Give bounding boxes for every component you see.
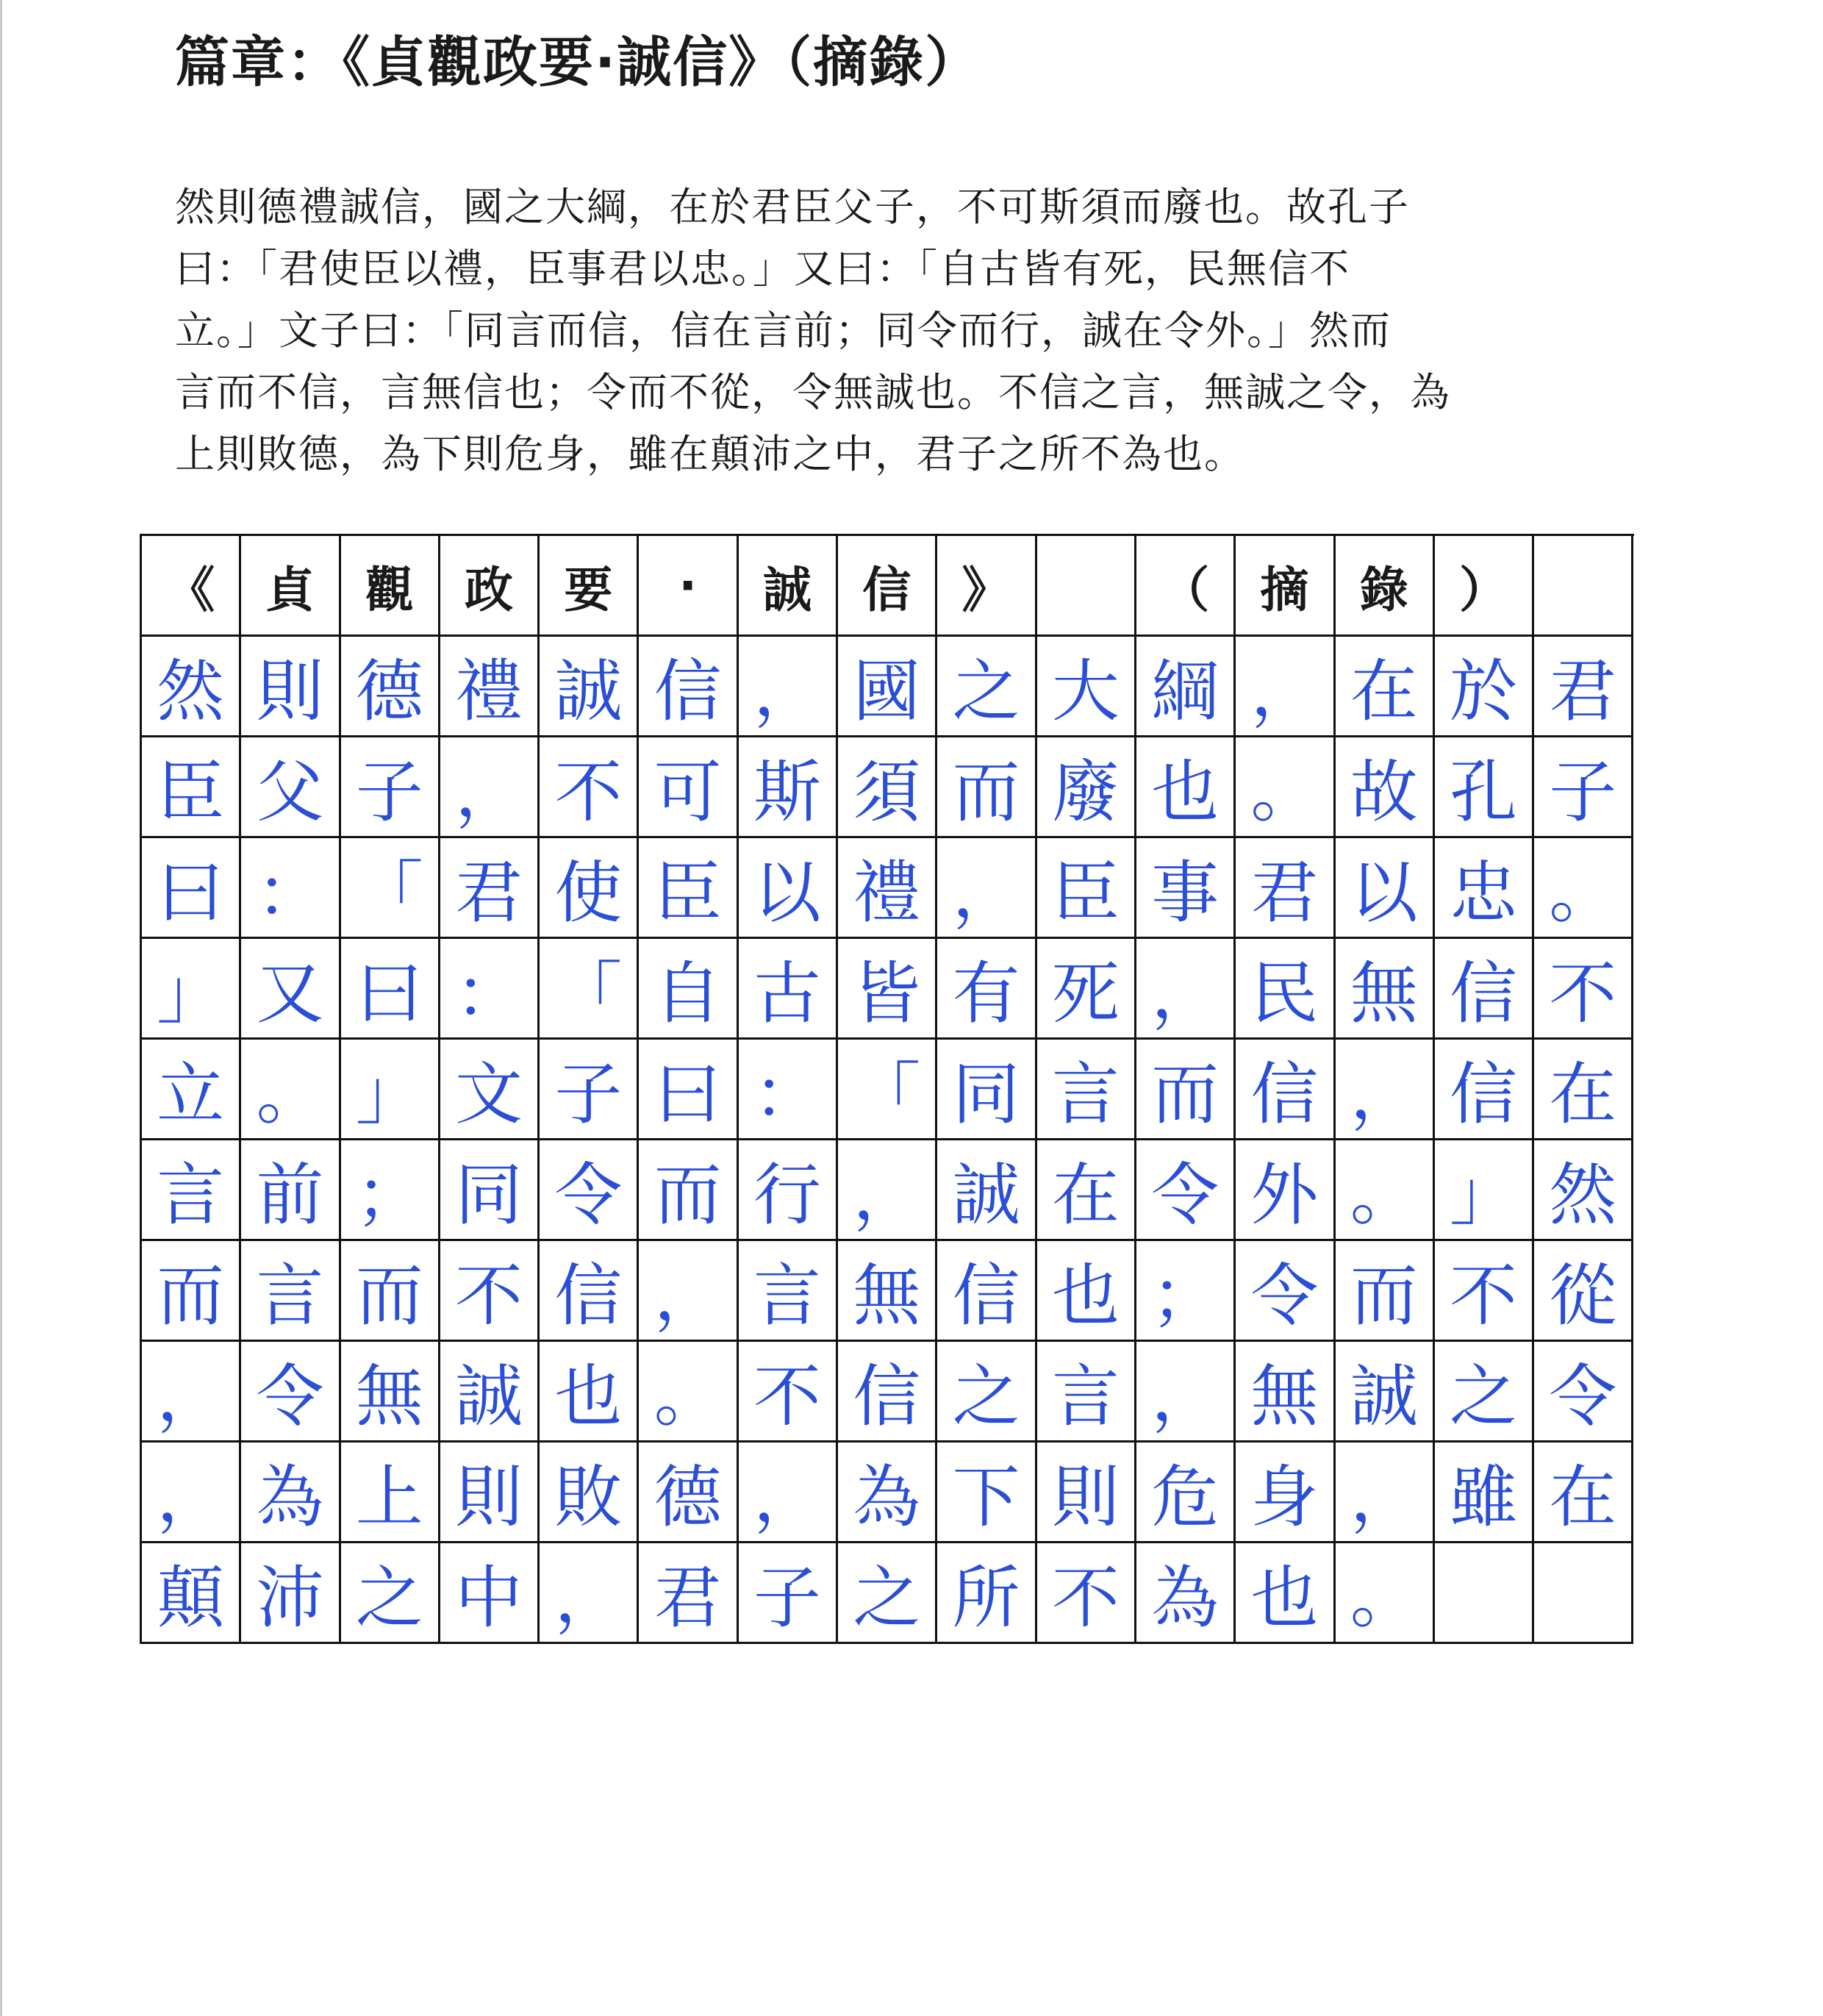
grid-cell: 可 xyxy=(639,737,738,838)
grid-cell: 誠 xyxy=(540,637,639,737)
grid-cell: ， xyxy=(739,1443,838,1543)
grid-cell: 信 xyxy=(1435,939,1534,1040)
grid-header-cell: 》 xyxy=(937,536,1036,637)
grid-cell: 父 xyxy=(241,737,340,838)
grid-cell: 。 xyxy=(241,1040,340,1140)
grid-cell: 誠 xyxy=(937,1140,1036,1241)
grid-cell: 危 xyxy=(1136,1443,1236,1543)
grid-cell: 然 xyxy=(142,637,241,737)
grid-cell: 也 xyxy=(1236,1543,1335,1644)
grid-cell: 故 xyxy=(1336,737,1435,838)
grid-header-cell: 信 xyxy=(838,536,937,637)
grid-cell: 使 xyxy=(540,838,639,939)
grid-cell: 不 xyxy=(540,737,639,838)
grid-cell: 綱 xyxy=(1136,637,1236,737)
passage-line: 上則敗德，為下則危身，雖在顛沛之中，君子之所不為也。 xyxy=(175,431,1245,477)
grid-cell: 同 xyxy=(440,1140,540,1241)
grid-cell: 無 xyxy=(1336,939,1435,1040)
grid-header-cell: 觀 xyxy=(341,536,440,637)
grid-cell: 不 xyxy=(440,1241,540,1342)
passage-line: 然則德禮誠信，國之大綱，在於君臣父子，不可斯須而廢也。故孔子 xyxy=(175,184,1410,230)
grid-cell: 顛 xyxy=(142,1543,241,1644)
grid-cell: 之 xyxy=(937,637,1036,737)
grid-cell: 令 xyxy=(1236,1241,1335,1342)
grid-cell: 信 xyxy=(937,1241,1036,1342)
grid-cell: ， xyxy=(1336,1443,1435,1543)
grid-cell: 。 xyxy=(639,1342,738,1443)
grid-cell: 令 xyxy=(1136,1140,1236,1241)
grid-cell: ， xyxy=(1136,1342,1236,1443)
grid-cell: 也 xyxy=(1136,737,1236,838)
grid-cell: 身 xyxy=(1236,1443,1335,1543)
grid-cell: ， xyxy=(1336,1040,1435,1140)
grid-cell: 言 xyxy=(739,1241,838,1342)
grid-cell: 「 xyxy=(341,838,440,939)
grid-cell xyxy=(1435,1543,1534,1644)
passage-line: 曰：「君使臣以禮，臣事君以忠。」又曰：「自古皆有死，民無信不 xyxy=(175,246,1350,292)
grid-cell: 之 xyxy=(937,1342,1036,1443)
grid-cell: 在 xyxy=(1534,1040,1633,1140)
grid-cell: 無 xyxy=(1236,1342,1335,1443)
page-edge xyxy=(0,0,2,2016)
grid-header-cell: 《 xyxy=(142,536,241,637)
grid-cell: 而 xyxy=(142,1241,241,1342)
grid-cell: ， xyxy=(639,1241,738,1342)
grid-cell: 為 xyxy=(838,1443,937,1543)
grid-header-cell: 政 xyxy=(440,536,540,637)
source-passage xyxy=(175,176,1652,485)
grid-header-cell xyxy=(1534,536,1633,637)
grid-cell: ， xyxy=(937,838,1036,939)
grid-cell: 在 xyxy=(1534,1443,1633,1543)
grid-cell: 皆 xyxy=(838,939,937,1040)
grid-cell: 曰 xyxy=(639,1040,738,1140)
grid-cell: 君 xyxy=(1534,637,1633,737)
grid-cell: 外 xyxy=(1236,1140,1335,1241)
grid-header-cell: · xyxy=(639,536,738,637)
grid-cell: 」 xyxy=(1435,1140,1534,1241)
grid-cell: ； xyxy=(1136,1241,1236,1342)
grid-cell: ， xyxy=(838,1140,937,1241)
grid-cell: 信 xyxy=(1435,1040,1534,1140)
grid-cell: 中 xyxy=(440,1543,540,1644)
grid-cell: 孔 xyxy=(1435,737,1534,838)
grid-cell: 斯 xyxy=(739,737,838,838)
grid-cell: 「 xyxy=(838,1040,937,1140)
grid-cell: 無 xyxy=(341,1342,440,1443)
passage-line: 立。」文子曰：「同言而信，信在言前；同令而行，誠在令外。」然而 xyxy=(175,307,1392,354)
grid-cell: 則 xyxy=(1037,1443,1136,1543)
grid-cell: 而 xyxy=(1336,1241,1435,1342)
grid-cell: 君 xyxy=(1236,838,1335,939)
grid-cell: ， xyxy=(1236,637,1335,737)
grid-cell: 文 xyxy=(440,1040,540,1140)
grid-cell: 。 xyxy=(1336,1140,1435,1241)
grid-cell: 子 xyxy=(1534,737,1633,838)
grid-cell: ， xyxy=(540,1543,639,1644)
grid-cell: 敗 xyxy=(540,1443,639,1543)
grid-cell: 信 xyxy=(540,1241,639,1342)
grid-cell: 之 xyxy=(1435,1342,1534,1443)
grid-header-cell: ） xyxy=(1435,536,1534,637)
grid-cell: 死 xyxy=(1037,939,1136,1040)
grid-cell: 忠 xyxy=(1435,838,1534,939)
grid-cell: 言 xyxy=(1037,1342,1136,1443)
grid-cell: ， xyxy=(440,737,540,838)
grid-cell: 為 xyxy=(241,1443,340,1543)
grid-cell: 立 xyxy=(142,1040,241,1140)
grid-header-cell: 貞 xyxy=(241,536,340,637)
grid-cell: 德 xyxy=(639,1443,738,1543)
grid-cell: ； xyxy=(341,1140,440,1241)
grid-cell: 子 xyxy=(540,1040,639,1140)
grid-cell: 須 xyxy=(838,737,937,838)
grid-cell: 從 xyxy=(1534,1241,1633,1342)
grid-cell: 。 xyxy=(1336,1543,1435,1644)
grid-cell: ： xyxy=(440,939,540,1040)
grid-cell: ， xyxy=(142,1342,241,1443)
grid-cell: 信 xyxy=(1236,1040,1335,1140)
grid-cell: 言 xyxy=(1037,1040,1136,1140)
grid-cell: 君 xyxy=(440,838,540,939)
grid-header-cell xyxy=(1037,536,1136,637)
grid-cell: 大 xyxy=(1037,637,1136,737)
grid-cell: 。 xyxy=(1236,737,1335,838)
grid-cell: 則 xyxy=(241,637,340,737)
grid-cell: 德 xyxy=(341,637,440,737)
grid-cell: 所 xyxy=(937,1543,1036,1644)
grid-cell: 在 xyxy=(1037,1140,1136,1241)
grid-header-cell: （ xyxy=(1136,536,1236,637)
grid-cell: 不 xyxy=(1037,1543,1136,1644)
grid-cell: ： xyxy=(241,838,340,939)
grid-cell: 臣 xyxy=(1037,838,1136,939)
passage-line: 言而不信，言無信也；令而不從，令無誠也。不信之言，無誠之令，為 xyxy=(175,369,1451,415)
handwriting-grid xyxy=(140,534,1634,1644)
document-title: 篇章：《貞觀政要·誠信》（摘錄） xyxy=(175,31,981,94)
grid-cell: 又 xyxy=(241,939,340,1040)
grid-cell: 而 xyxy=(341,1241,440,1342)
grid-cell: ： xyxy=(739,1040,838,1140)
grid-cell: 以 xyxy=(1336,838,1435,939)
grid-cell: 禮 xyxy=(838,838,937,939)
grid-cell: 信 xyxy=(639,637,738,737)
grid-cell: 。 xyxy=(1534,838,1633,939)
grid-cell: 不 xyxy=(1435,1241,1534,1342)
grid-cell: 「 xyxy=(540,939,639,1040)
grid-cell: 同 xyxy=(937,1040,1036,1140)
grid-cell: ， xyxy=(739,637,838,737)
grid-cell: 信 xyxy=(838,1342,937,1443)
grid-cell: 令 xyxy=(241,1342,340,1443)
grid-cell: 古 xyxy=(739,939,838,1040)
grid-cell: 禮 xyxy=(440,637,540,737)
grid-cell: 下 xyxy=(937,1443,1036,1543)
grid-cell: 則 xyxy=(440,1443,540,1543)
grid-cell: 不 xyxy=(1534,939,1633,1040)
grid-header-cell: 摘 xyxy=(1236,536,1335,637)
grid-cell: ， xyxy=(142,1443,241,1543)
grid-cell: 之 xyxy=(341,1543,440,1644)
grid-cell: 言 xyxy=(142,1140,241,1241)
grid-cell: 然 xyxy=(1534,1140,1633,1241)
grid-cell: 而 xyxy=(937,737,1036,838)
grid-cell: 有 xyxy=(937,939,1036,1040)
grid-cell: 而 xyxy=(1136,1040,1236,1140)
grid-cell: 不 xyxy=(739,1342,838,1443)
grid-cell: 臣 xyxy=(142,737,241,838)
grid-cell: 令 xyxy=(1534,1342,1633,1443)
grid-cell: 雖 xyxy=(1435,1443,1534,1543)
grid-cell xyxy=(1534,1543,1633,1644)
grid-cell: 子 xyxy=(341,737,440,838)
grid-cell: 無 xyxy=(838,1241,937,1342)
grid-cell: 在 xyxy=(1336,637,1435,737)
grid-cell: 於 xyxy=(1435,637,1534,737)
grid-cell: 自 xyxy=(639,939,738,1040)
grid-cell: 為 xyxy=(1136,1543,1236,1644)
grid-cell: 子 xyxy=(739,1543,838,1644)
grid-cell: 前 xyxy=(241,1140,340,1241)
grid-cell: 誠 xyxy=(440,1342,540,1443)
grid-cell: 令 xyxy=(540,1140,639,1241)
grid-cell: 沛 xyxy=(241,1543,340,1644)
grid-header-cell: 錄 xyxy=(1336,536,1435,637)
grid-cell: 廢 xyxy=(1037,737,1136,838)
grid-cell: 曰 xyxy=(341,939,440,1040)
grid-cell: 以 xyxy=(739,838,838,939)
grid-cell: 臣 xyxy=(639,838,738,939)
grid-cell: ， xyxy=(1136,939,1236,1040)
grid-cell: 行 xyxy=(739,1140,838,1241)
grid-cell: 民 xyxy=(1236,939,1335,1040)
grid-cell: 曰 xyxy=(142,838,241,939)
grid-cell: 君 xyxy=(639,1543,738,1644)
grid-header-cell: 要 xyxy=(540,536,639,637)
grid-cell: 」 xyxy=(142,939,241,1040)
grid-cell: 而 xyxy=(639,1140,738,1241)
grid-header-cell: 誠 xyxy=(739,536,838,637)
grid-cell: 也 xyxy=(540,1342,639,1443)
grid-cell: 事 xyxy=(1136,838,1236,939)
grid-cell: 也 xyxy=(1037,1241,1136,1342)
grid-cell: 誠 xyxy=(1336,1342,1435,1443)
grid-cell: 國 xyxy=(838,637,937,737)
grid-cell: 上 xyxy=(341,1443,440,1543)
grid-cell: 」 xyxy=(341,1040,440,1140)
grid-cell: 言 xyxy=(241,1241,340,1342)
grid-cell: 之 xyxy=(838,1543,937,1644)
